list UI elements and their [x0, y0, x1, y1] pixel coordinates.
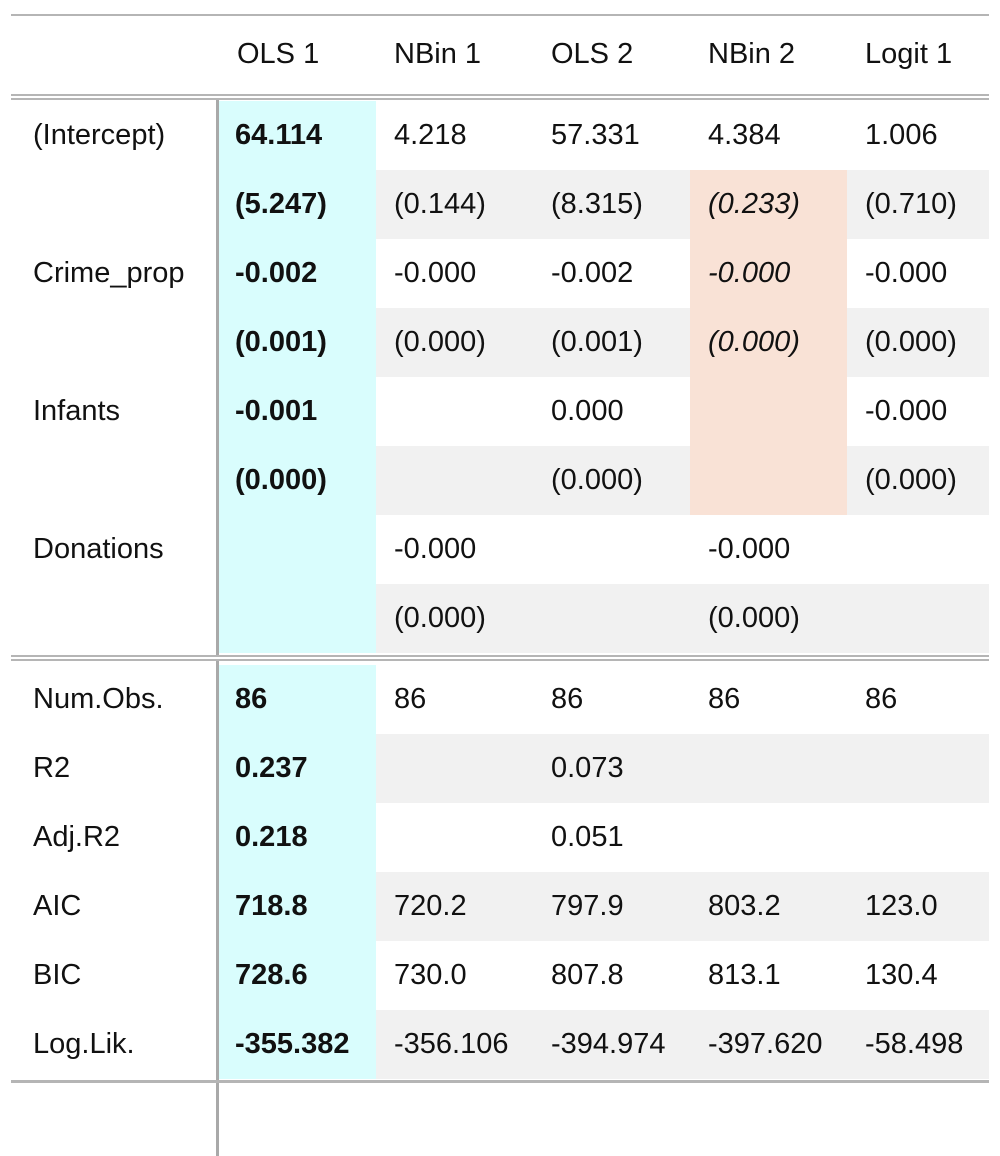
table-cell: 86: [394, 683, 427, 715]
row-label: AIC: [11, 872, 216, 941]
table-cell: (0.000): [533, 446, 690, 515]
table-cell: [376, 446, 533, 515]
table-row: [11, 239, 989, 308]
table-row: [11, 803, 989, 872]
table-cell: 0.237: [219, 734, 376, 803]
table-cell: [847, 734, 989, 803]
row-label: [11, 170, 216, 239]
table-cell: [533, 515, 690, 584]
table-cell: (0.000): [219, 446, 376, 515]
table-cell: -0.002: [219, 239, 376, 308]
table-cell: 797.9: [533, 872, 690, 941]
header-ols2: OLS 2: [551, 37, 634, 70]
bottom-rule: [11, 1080, 989, 1083]
table-cell: [690, 803, 847, 872]
table-cell: -0.000: [394, 257, 477, 289]
table-cell: 0.000: [551, 395, 624, 427]
row-label: [11, 446, 216, 515]
table-row: [11, 446, 989, 515]
table-cell: 807.8: [551, 959, 624, 991]
table-cell: 86: [551, 683, 584, 715]
table-cell: [376, 734, 533, 803]
table-cell: 57.331: [551, 119, 640, 151]
table-cell: [219, 584, 376, 653]
table-cell: [376, 377, 533, 446]
table-cell: -0.000: [865, 257, 948, 289]
table-row: [11, 941, 989, 1010]
table-cell: (0.001): [219, 308, 376, 377]
table-cell: 130.4: [865, 959, 938, 991]
table-cell: [376, 803, 533, 872]
table-cell: (0.233): [690, 170, 847, 239]
row-label: Infants: [11, 377, 216, 446]
header-stub: [11, 18, 216, 90]
table-cell: 64.114: [219, 101, 376, 170]
table-cell: 123.0: [847, 872, 989, 941]
row-label: R2: [11, 734, 216, 803]
table-cell: 86: [708, 683, 741, 715]
table-cell: 813.1: [708, 959, 781, 991]
header-nbin2: NBin 2: [708, 37, 796, 70]
table-row: [11, 584, 989, 653]
top-rule: [11, 14, 989, 16]
table-cell: [690, 377, 847, 446]
table-cell: [533, 584, 690, 653]
table-row: [11, 377, 989, 446]
header-nbin1: NBin 1: [394, 37, 482, 70]
table-cell: -0.000: [865, 395, 948, 427]
table-cell: -397.620: [690, 1010, 847, 1079]
table-cell: [847, 515, 989, 584]
table-cell: 730.0: [394, 959, 467, 991]
table-cell: (0.710): [847, 170, 989, 239]
table-cell: 4.218: [394, 119, 467, 151]
table-row: [11, 1010, 989, 1079]
table-row: [11, 665, 989, 734]
table-cell: 718.8: [219, 872, 376, 941]
table-cell: -355.382: [219, 1010, 376, 1079]
table-cell: -394.974: [533, 1010, 690, 1079]
section-double-rule-gap: [11, 657, 989, 659]
table-cell: [847, 584, 989, 653]
table-cell: [690, 446, 847, 515]
table-cell: 0.073: [533, 734, 690, 803]
table-cell: (0.000): [376, 308, 533, 377]
row-label: [11, 308, 216, 377]
table-cell: (0.000): [690, 584, 847, 653]
table-cell: -0.000: [690, 239, 847, 308]
table-cell: (0.000): [690, 308, 847, 377]
row-label: Donations: [11, 515, 216, 584]
row-label: Log.Lik.: [11, 1010, 216, 1079]
table-cell: 1.006: [865, 119, 938, 151]
table-cell: 720.2: [376, 872, 533, 941]
table-cell: (0.000): [847, 308, 989, 377]
table-cell: -58.498: [847, 1010, 989, 1079]
table-cell: (0.000): [376, 584, 533, 653]
row-label: Crime_prop: [11, 239, 216, 308]
table-row: [11, 872, 989, 941]
table-row: [11, 734, 989, 803]
table-row: [11, 308, 989, 377]
table-row: [11, 170, 989, 239]
table-cell: (8.315): [533, 170, 690, 239]
row-label: [11, 584, 216, 653]
table-cell: 86: [865, 683, 898, 715]
table-row: [11, 101, 989, 170]
table-cell: -0.000: [394, 533, 477, 565]
row-label: BIC: [11, 941, 216, 1010]
table-cell: -0.002: [551, 257, 634, 289]
header-row: [11, 18, 989, 90]
table-cell: [690, 734, 847, 803]
table-cell: -0.001: [219, 377, 376, 446]
header-double-rule-gap: [11, 96, 989, 98]
table-cell: (0.000): [847, 446, 989, 515]
row-label: Num.Obs.: [11, 665, 216, 734]
header-ols1: OLS 1: [237, 37, 320, 70]
table-cell: 86: [219, 665, 376, 734]
table-cell: 0.218: [219, 803, 376, 872]
table-cell: (0.144): [376, 170, 533, 239]
table-cell: -356.106: [376, 1010, 533, 1079]
table-cell: (0.001): [533, 308, 690, 377]
table-cell: 728.6: [219, 941, 376, 1010]
table-cell: -0.000: [708, 533, 791, 565]
table-cell: 0.051: [551, 821, 624, 853]
header-logit1: Logit 1: [865, 37, 953, 70]
table-cell: 803.2: [690, 872, 847, 941]
table-cell: 4.384: [708, 119, 781, 151]
table-cell: (5.247): [219, 170, 376, 239]
row-label: (Intercept): [11, 101, 216, 170]
table-row: [11, 515, 989, 584]
row-label: Adj.R2: [11, 803, 216, 872]
table-cell: [219, 515, 376, 584]
table-cell: [847, 803, 989, 872]
